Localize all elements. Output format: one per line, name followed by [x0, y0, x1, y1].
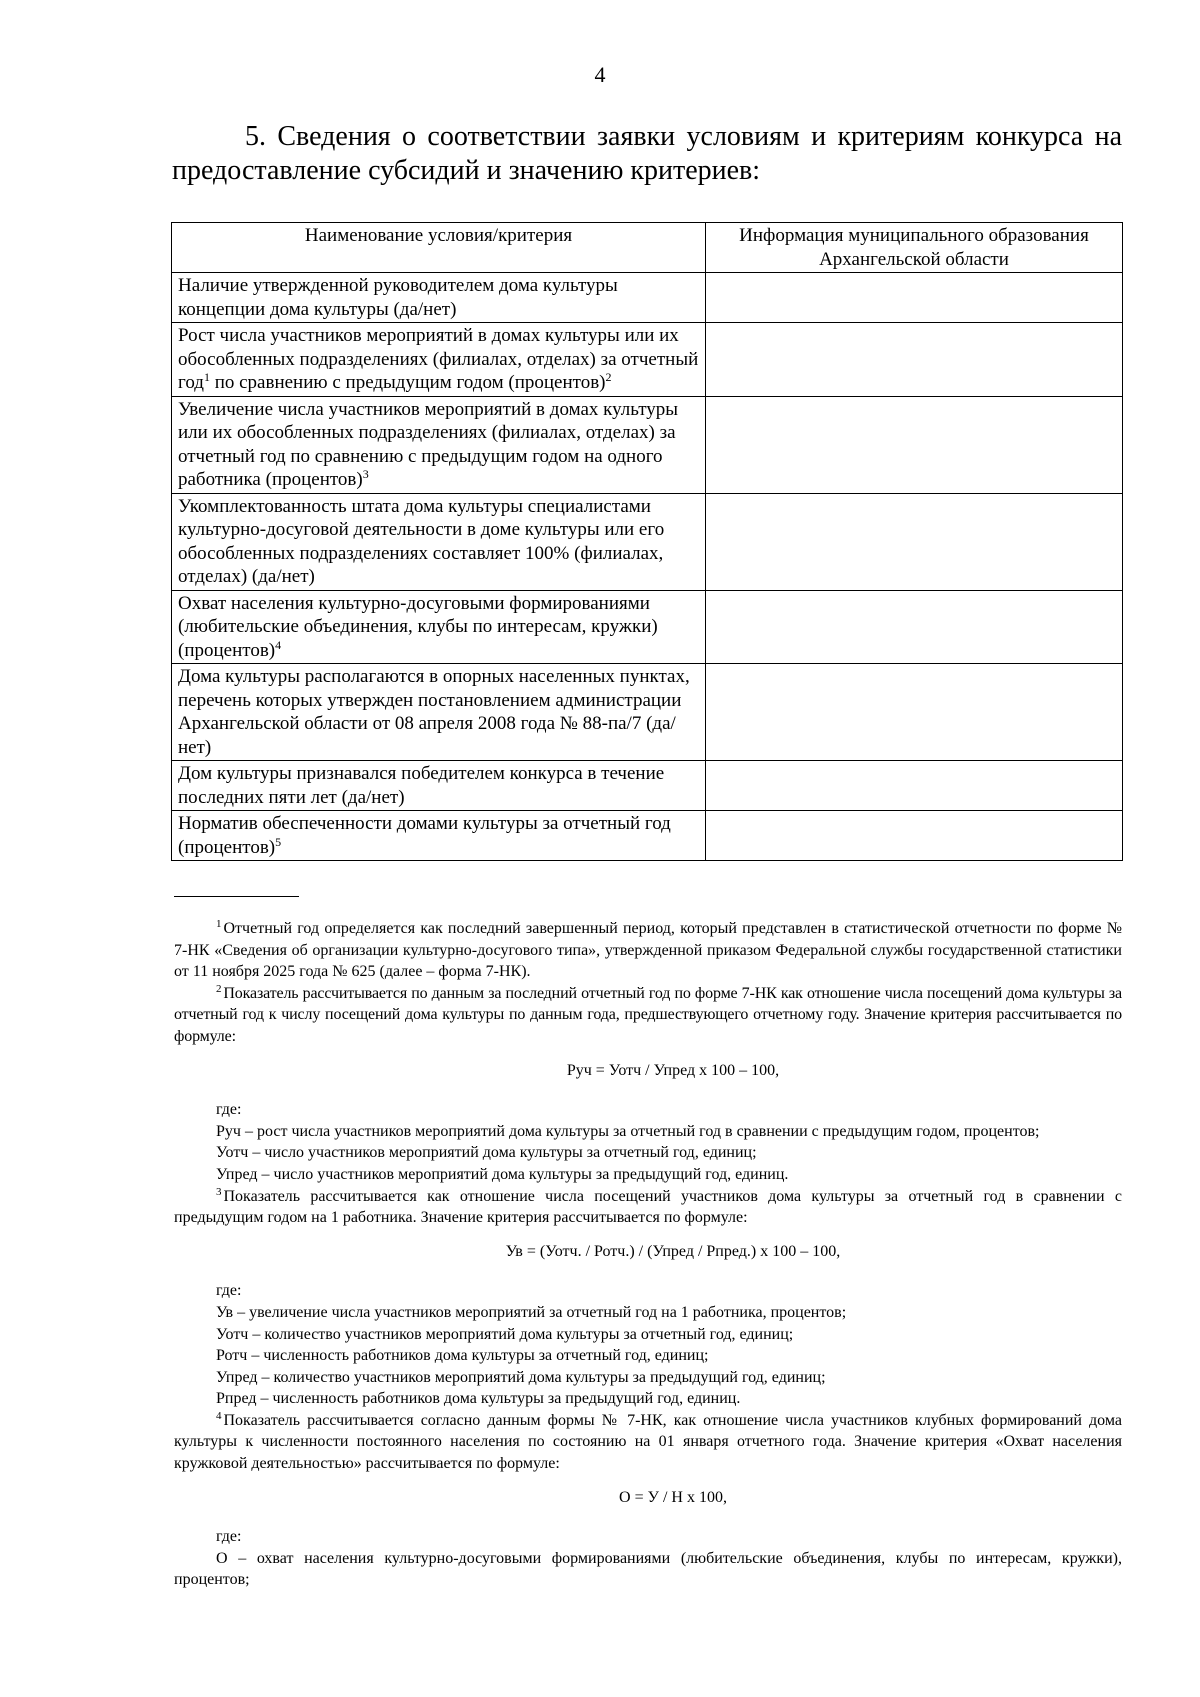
footnote-text: Показатель рассчитывается по данным за последний отчетный год по форме 7-НК как отношение числа посещений дома культуры за отчетный год к числу посещений дома культуры по данным года, предшествующего отчетному году. Значение критерия рассчитывается по формуле:: [174, 984, 1122, 1045]
info-cell: [706, 493, 1123, 590]
formula: О = У / Н х 100,: [619, 1488, 727, 1506]
footnote-ref: 2: [605, 370, 612, 384]
where-label: где:: [216, 1101, 242, 1119]
footnote-number: 1: [216, 918, 222, 930]
table-row: [172, 761, 1123, 811]
table-row: [172, 811, 1123, 861]
footnote-4: [174, 1410, 1122, 1475]
table-row: [172, 664, 1123, 761]
table-row: [172, 590, 1123, 664]
footnote-number: 3: [216, 1185, 222, 1198]
column-header-criterion: Наименование условия/критерия: [172, 223, 706, 273]
info-cell: [706, 761, 1123, 811]
criterion-text: Дома культуры располагаются в опорных населенных пунктах, перечень которых утвержден постановлением администрации Архангельской области от 08 апреля 2008 года № 88-па/7 (да/нет): [178, 666, 690, 758]
footnote-ref: 3: [362, 467, 369, 481]
footnote-text: Показатель рассчитывается как отношение числа посещений участников дома культуры за отчетный год в сравнении с предыдущим годом на 1 работника. Значение критерия рассчитывается по формуле:: [174, 1187, 1122, 1227]
criterion-text: Укомплектованность штата дома культуры специалистами культурно-досуговой деятельности в доме культуры или его обособленных подразделениях составляет 100% (филиалах, отделах) (да/нет): [178, 495, 665, 587]
criterion-text: Норматив обеспеченности домами культуры за отчетный год (процентов): [178, 813, 671, 858]
table-row: [172, 273, 1123, 323]
footnote-separator: [174, 896, 299, 897]
footnote-text: Показатель рассчитывается согласно данным формы № 7-НК, как отношение числа участников клубных формирований дома культуры к численности постоянного населения по состоянию на 01 января отчетного года. Значение критерия «Охват населения кружковой деятельностью» рассчитывается по формуле:: [174, 1411, 1122, 1473]
criterion-text: Наличие утвержденной руководителем дома культуры концепции дома культуры (да/нет): [178, 275, 618, 320]
table-row: [172, 396, 1123, 493]
definition: Упред – число участников мероприятий дома культуры за предыдущий год, единиц.: [216, 1165, 789, 1183]
info-cell: [706, 664, 1123, 761]
definition: Ув – увеличение числа участников мероприятий за отчетный год на 1 работника, процентов;: [216, 1303, 847, 1321]
criterion-text: Рост числа участников мероприятий в домах культуры или их обособленных подразделениях (филиалах, отделах) за отчетный год: [178, 325, 699, 393]
criterion-text-cont: по сравнению с предыдущим годом (процентов): [209, 372, 606, 393]
footnotes: [174, 918, 1122, 1591]
definition: Руч – рост числа участников мероприятий дома культуры за отчетный год в сравнении с предыдущим годом, процентов;: [216, 1122, 1040, 1140]
criterion-text: Увеличение числа участников мероприятий в домах культуры или их обособленных подразделениях (филиалах, отделах) за отчетный год по сравнению с предыдущим годом на одного работника (процентов): [178, 398, 679, 490]
definition: Рпред – численность работников дома культуры за предыдущий год, единиц.: [216, 1390, 741, 1408]
footnote-number: 2: [216, 982, 222, 995]
info-cell: [706, 811, 1123, 861]
criteria-table: [171, 222, 1123, 861]
definition: Ротч – численность работников дома культуры за отчетный год, единиц;: [216, 1347, 709, 1365]
footnote-number: 4: [216, 1409, 222, 1422]
footnote-1: [174, 918, 1122, 983]
info-cell: [706, 323, 1123, 397]
definition: Уотч – число участников мероприятий дома культуры за отчетный год, единиц;: [216, 1144, 757, 1162]
criterion-cell: [172, 323, 706, 397]
info-cell: [706, 590, 1123, 664]
table-row: [172, 493, 1123, 590]
section-heading: 5. Сведения о соответствии заявки условиям и критериям конкурса на предоставление субсидий и значению критериев:: [172, 121, 1122, 186]
formula: Руч = Уотч / Упред х 100 – 100,: [566, 1061, 780, 1079]
definition: О – охват населения культурно-досуговыми формированиями (любительские объединения, клубы по интересам, кружки), процентов;: [174, 1549, 1122, 1589]
definition: Уотч – количество участников мероприятий дома культуры за отчетный год, единиц;: [216, 1325, 794, 1343]
footnote-text: Отчетный год определяется как последний завершенный период, который представлен в статистической отчетности по форме № 7-НК «Сведения об организации культурно-досугового типа», утвержденной приказом Федеральной службы государственной статистики от 11 ноября 2025 года № 625 (далее – форма 7-НК).: [174, 920, 1122, 981]
table-header-row: [172, 223, 1123, 273]
criterion-cell: [172, 811, 706, 861]
column-header-info: Информация муниципального образования Архангельской области: [706, 223, 1123, 273]
criterion-cell: [172, 664, 706, 761]
formula: Ув = (Уотч. / Ротч.) / (Упред / Рпред.) х 100 – 100,: [505, 1242, 841, 1260]
info-cell: [706, 273, 1123, 323]
where-label: где:: [216, 1528, 242, 1546]
criterion-text: Охват населения культурно-досуговыми формированиями (любительские объединения, клубы по интересам, кружки) (процентов): [178, 592, 658, 661]
criterion-cell: [172, 493, 706, 590]
criterion-cell: [172, 761, 706, 811]
footnote-ref: 1: [203, 370, 210, 384]
page-number: 4: [594, 62, 606, 87]
footnote-ref: 5: [275, 834, 282, 849]
info-cell: [706, 396, 1123, 493]
footnote-3: [174, 1186, 1122, 1229]
footnote-ref: 4: [275, 637, 282, 652]
where-label: где:: [216, 1282, 242, 1300]
table-row: [172, 323, 1123, 397]
criterion-text: Дом культуры признавался победителем конкурса в течение последних пяти лет (да/нет): [178, 763, 665, 808]
criterion-cell: [172, 590, 706, 664]
footnote-2: [174, 983, 1122, 1048]
definition: Упред – количество участников мероприятий дома культуры за предыдущий год, единиц;: [216, 1368, 826, 1386]
criterion-cell: [172, 396, 706, 493]
criterion-cell: [172, 273, 706, 323]
